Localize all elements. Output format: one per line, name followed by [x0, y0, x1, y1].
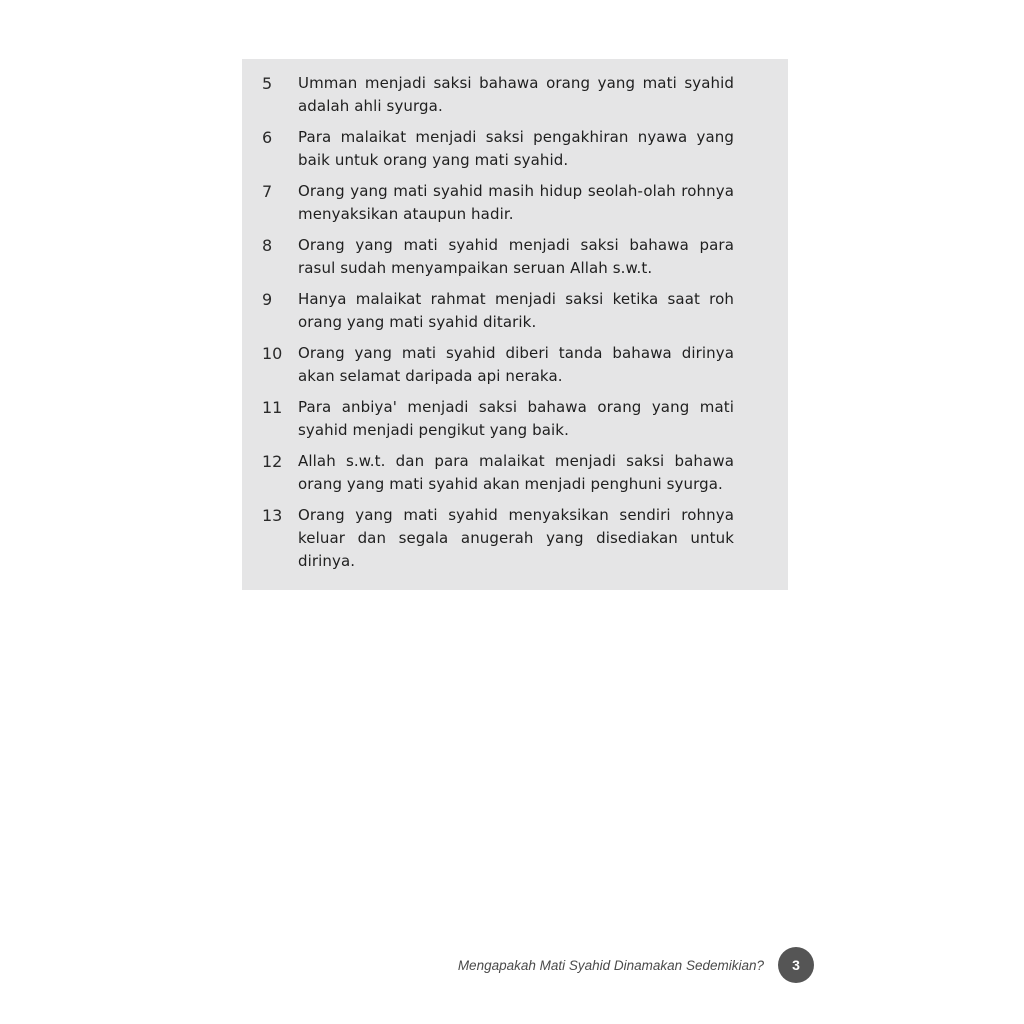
item-text: Para anbiya' menjadi saksi bahawa orang yang mati syahid menjadi pengikut yang baik.	[298, 398, 734, 439]
item-text: Hanya malaikat rahmat menjadi saksi ketika saat roh orang yang mati syahid ditarik.	[298, 290, 734, 331]
list-item	[262, 126, 734, 172]
item-number: 13	[262, 506, 283, 525]
item-text: Orang yang mati syahid menjadi saksi bahawa para rasul sudah menyampaikan seruan Allah s.w.t.	[298, 236, 734, 277]
list-item	[262, 288, 734, 334]
item-text: Allah s.w.t. dan para malaikat menjadi saksi bahawa orang yang mati syahid akan menjadi penghuni syurga.	[298, 452, 734, 493]
list-item	[262, 450, 734, 496]
item-number: 11	[262, 398, 283, 417]
list-item	[262, 342, 734, 388]
item-number: 6	[262, 128, 273, 147]
list-item	[262, 396, 734, 442]
item-number: 7	[262, 182, 273, 201]
question-options-box	[242, 59, 788, 590]
item-text: Orang yang mati syahid masih hidup seolah-olah rohnya menyaksikan ataupun hadir.	[298, 182, 734, 223]
item-text: Orang yang mati syahid diberi tanda bahawa dirinya akan selamat daripada api neraka.	[298, 344, 734, 385]
list-item	[262, 504, 734, 573]
list-item	[262, 72, 734, 118]
item-number: 10	[262, 344, 283, 363]
page-number-badge: 3	[778, 947, 814, 983]
running-footer-title: Mengapakah Mati Syahid Dinamakan Sedemikian?	[457, 958, 764, 973]
item-number: 9	[262, 290, 273, 309]
item-text: Orang yang mati syahid menyaksikan sendiri rohnya keluar dan segala anugerah yang disediakan untuk dirinya.	[298, 506, 734, 570]
list-item	[262, 180, 734, 226]
item-text: Para malaikat menjadi saksi pengakhiran nyawa yang baik untuk orang yang mati syahid.	[298, 128, 734, 169]
list-item	[262, 234, 734, 280]
item-number: 12	[262, 452, 283, 471]
item-number: 5	[262, 74, 273, 93]
item-number: 8	[262, 236, 273, 255]
item-text: Umman menjadi saksi bahawa orang yang mati syahid adalah ahli syurga.	[298, 74, 734, 115]
